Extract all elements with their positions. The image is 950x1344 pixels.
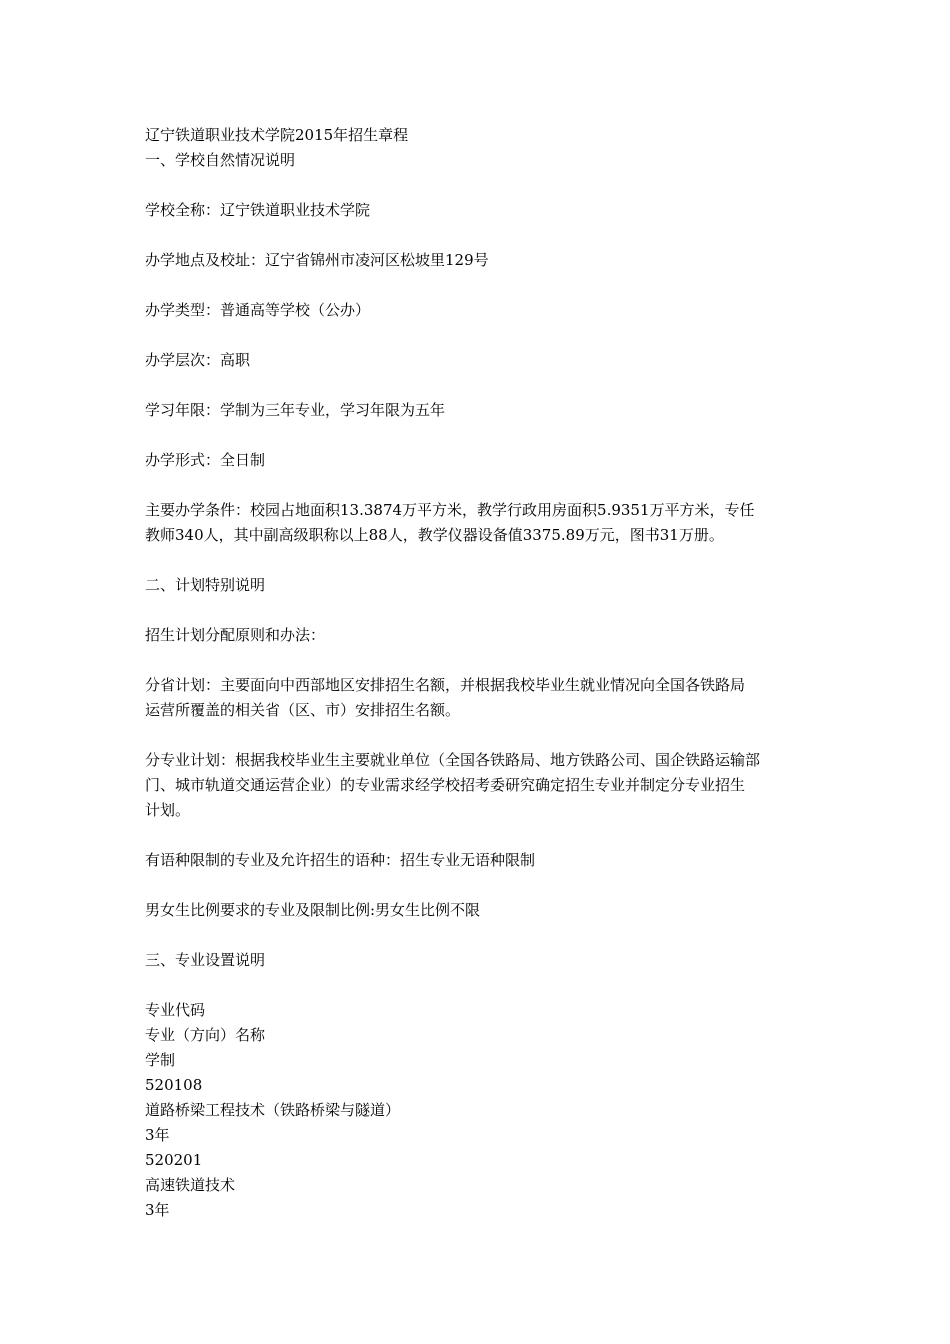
school-level: 办学层次：高职 <box>145 351 251 369</box>
spacer <box>145 173 810 198</box>
province-plan-line-1: 分省计划：主要面向中西部地区安排招生名额，并根据我校毕业生就业情况向全国各铁路局 <box>145 676 746 694</box>
spacer <box>145 373 810 398</box>
document-title: 辽宁铁道职业技术学院2015年招生章程 <box>145 126 409 144</box>
majors-table <box>145 998 810 1223</box>
section2-heading: 二、计划特别说明 <box>145 576 266 594</box>
document-page <box>145 123 810 1223</box>
spacer <box>145 273 810 298</box>
major-duration: 3年 <box>145 1126 170 1144</box>
major-name: 道路桥梁工程技术（铁路桥梁与隧道） <box>145 1101 401 1119</box>
province-plan-line-2: 运营所覆盖的相关省（区、市）安排招生名额。 <box>145 701 461 719</box>
school-form: 办学形式：全日制 <box>145 451 266 469</box>
spacer <box>145 823 810 848</box>
major-name: 高速铁道技术 <box>145 1176 236 1194</box>
spacer <box>145 323 810 348</box>
school-name: 学校全称：辽宁铁道职业技术学院 <box>145 201 371 219</box>
spacer <box>145 598 810 623</box>
majors-header-duration: 学制 <box>145 1051 176 1069</box>
spacer <box>145 723 810 748</box>
section1-heading: 一、学校自然情况说明 <box>145 151 296 169</box>
section3-heading: 三、专业设置说明 <box>145 951 266 969</box>
majors-header-code: 专业代码 <box>145 1001 206 1019</box>
language-limit: 有语种限制的专业及允许招生的语种：招生专业无语种限制 <box>145 851 536 869</box>
spacer <box>145 223 810 248</box>
conditions-line-2: 教师340人，其中副高级职称以上88人，教学仪器设备值3375.89万元，图书31万册。 <box>145 526 724 544</box>
study-years: 学习年限：学制为三年专业，学习年限为五年 <box>145 401 446 419</box>
majors-header-name: 专业（方向）名称 <box>145 1026 266 1044</box>
school-address: 办学地点及校址：辽宁省锦州市凌河区松坡里129号 <box>145 251 489 269</box>
major-code: 520108 <box>145 1076 203 1094</box>
spacer <box>145 648 810 673</box>
spacer <box>145 973 810 998</box>
spacer <box>145 873 810 898</box>
spacer <box>145 923 810 948</box>
major-plan-line-2: 门、城市轨道交通运营企业）的专业需求经学校招考委研究确定招生专业并制定分专业招生 <box>145 776 746 794</box>
major-plan-line-1: 分专业计划：根据我校毕业生主要就业单位（全国各铁路局、地方铁路公司、国企铁路运输部 <box>145 751 761 769</box>
major-plan-line-3: 计划。 <box>145 801 191 819</box>
spacer <box>145 423 810 448</box>
gender-ratio: 男女生比例要求的专业及限制比例:男女生比例不限 <box>145 901 481 919</box>
plan-principle: 招生计划分配原则和办法： <box>145 626 326 644</box>
spacer <box>145 548 810 573</box>
major-duration: 3年 <box>145 1201 170 1219</box>
conditions-line-1: 主要办学条件：校园占地面积13.3874万平方米，教学行政用房面积5.9351万平方米，专任 <box>145 501 755 519</box>
spacer <box>145 473 810 498</box>
major-code: 520201 <box>145 1151 203 1169</box>
school-type: 办学类型：普通高等学校（公办） <box>145 301 371 319</box>
